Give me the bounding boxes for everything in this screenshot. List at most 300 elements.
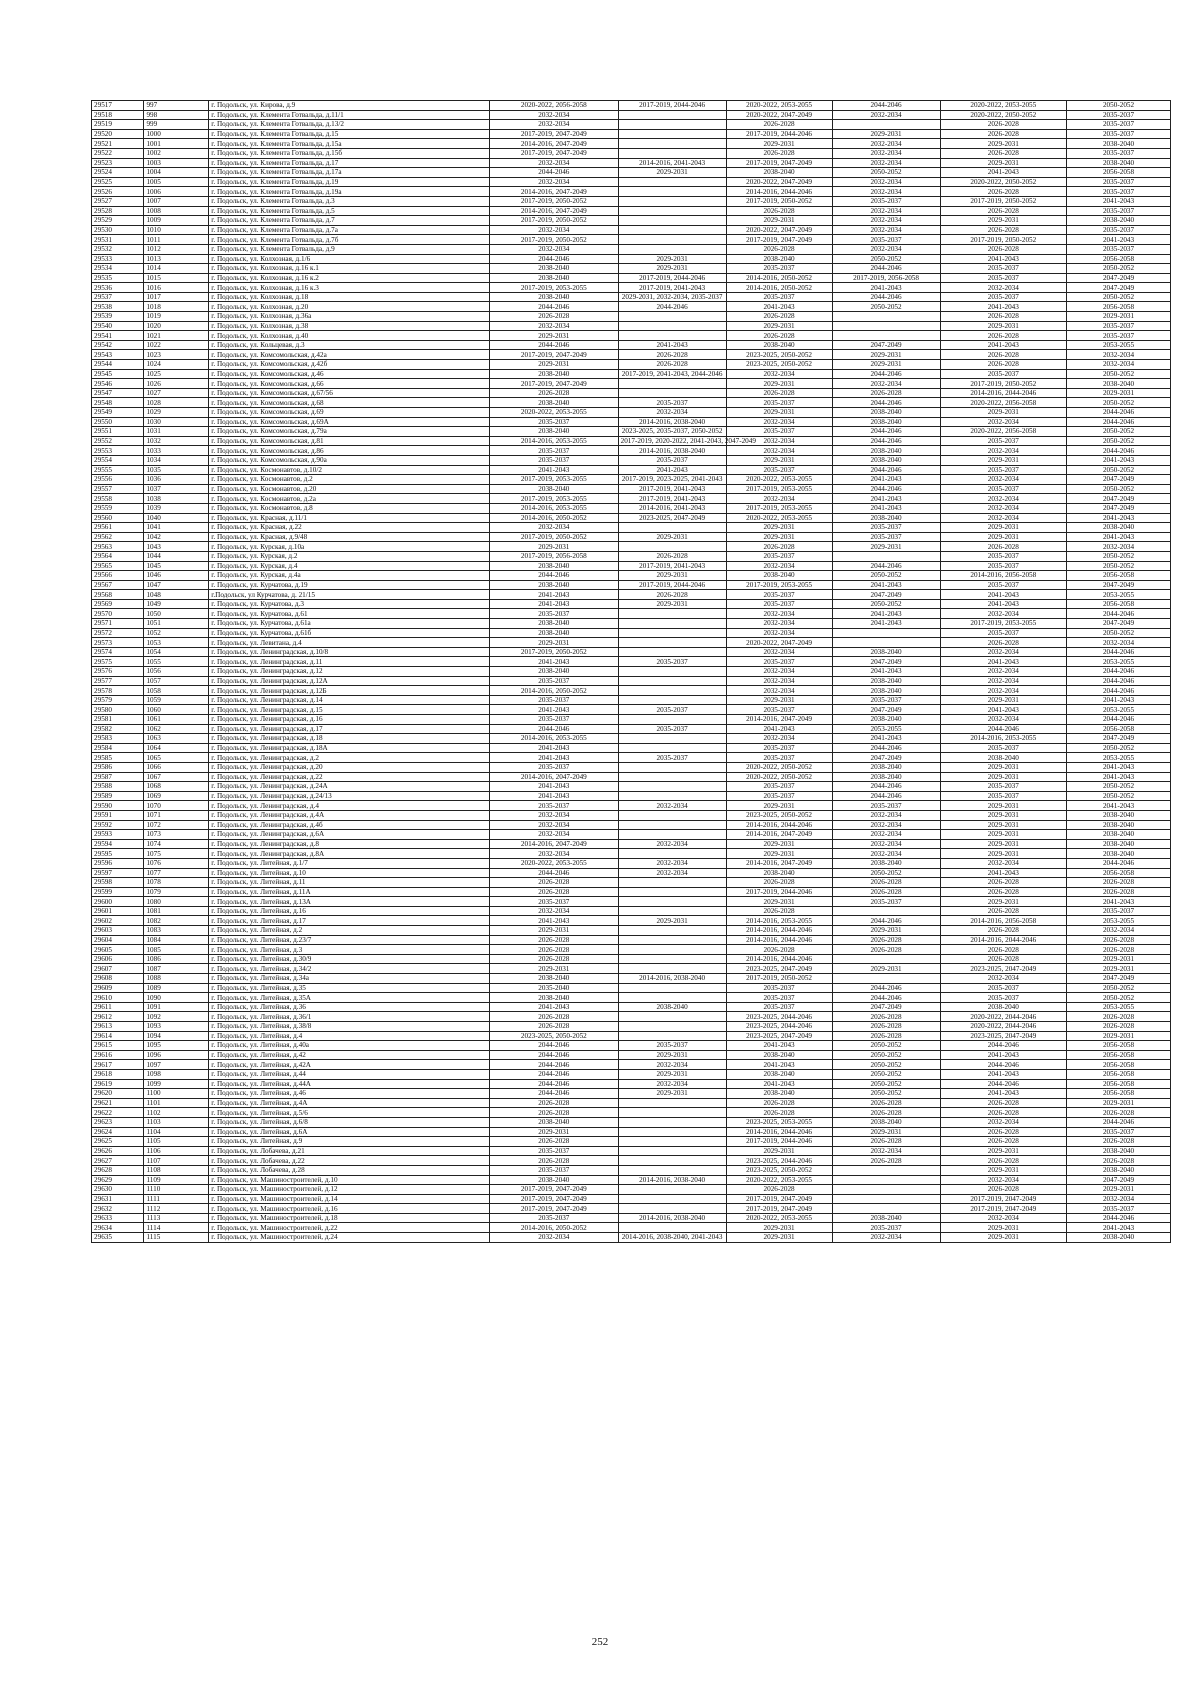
table-row: [92, 935, 1171, 945]
table-cell: 29557: [92, 484, 144, 494]
table-cell: 2044-2046: [940, 1041, 1067, 1051]
table-cell: [618, 734, 726, 744]
table-cell: 2020-2022, 2050-2052: [940, 177, 1067, 187]
table-cell: 2035-2037: [490, 695, 619, 705]
table-cell: г. Подольск, ул. Курчатова, д.61б: [209, 628, 490, 638]
table-cell: 2038-2040: [832, 408, 940, 418]
table-cell: 1027: [144, 388, 209, 398]
table-cell: 2032-2034: [940, 686, 1067, 696]
table-cell: 2035-2037: [490, 446, 619, 456]
table-cell: г. Подольск, ул. Ленинградская, д.17: [209, 724, 490, 734]
table-cell: 2026-2028: [490, 954, 619, 964]
table-cell: 2041-2043: [940, 340, 1067, 350]
table-cell: г.Подольск, ул Курчатова, д. 21/15: [209, 590, 490, 600]
table-row: [92, 897, 1171, 907]
table-cell: 1032: [144, 436, 209, 446]
table-cell: 2044-2046: [490, 302, 619, 312]
table-cell: 2026-2028: [832, 935, 940, 945]
table-cell: 2032-2034: [490, 906, 619, 916]
table-cell: г. Подольск, ул. Ленинградская, д.8: [209, 839, 490, 849]
table-cell: 29577: [92, 676, 144, 686]
table-cell: 2017-2019, 2041-2043, 2044-2046: [618, 369, 726, 379]
table-cell: г. Подольск, ул. Ленинградская, д.18: [209, 734, 490, 744]
table-cell: 29551: [92, 427, 144, 437]
table-row: [92, 762, 1171, 772]
table-cell: 2026-2028: [832, 1022, 940, 1032]
table-row: [92, 455, 1171, 465]
table-row: [92, 1012, 1171, 1022]
table-cell: г. Подольск, ул. Клемента Готвальда, д.15: [209, 129, 490, 139]
table-cell: г. Подольск, ул. Клемента Готвальда, д.15а: [209, 139, 490, 149]
table-cell: [618, 647, 726, 657]
table-row: [92, 523, 1171, 533]
table-cell: 2020-2022, 2047-2049: [726, 110, 832, 120]
table-row: [92, 331, 1171, 341]
table-cell: 2029-2031: [940, 849, 1067, 859]
table-cell: 2020-2022, 2044-2046: [940, 1012, 1067, 1022]
table-cell: 2017-2019, 2044-2046: [726, 129, 832, 139]
table-row: [92, 1069, 1171, 1079]
table-cell: 2050-2052: [1067, 993, 1171, 1003]
table-cell: 2029-2031: [832, 350, 940, 360]
table-cell: 2035-2037: [940, 580, 1067, 590]
table-cell: 1066: [144, 762, 209, 772]
table-cell: [618, 542, 726, 552]
table-cell: [618, 110, 726, 120]
table-row: [92, 772, 1171, 782]
table-cell: 29600: [92, 897, 144, 907]
table-cell: 2026-2028: [832, 878, 940, 888]
table-cell: 2038-2040: [490, 398, 619, 408]
table-cell: г. Подольск, ул. Ленинградская, д.6А: [209, 830, 490, 840]
table-cell: 29559: [92, 503, 144, 513]
table-cell: 2026-2028: [940, 1156, 1067, 1166]
table-cell: 2041-2043: [490, 791, 619, 801]
table-cell: 2041-2043: [490, 782, 619, 792]
table-cell: 2035-2040: [490, 983, 619, 993]
table-cell: 2044-2046: [832, 743, 940, 753]
table-cell: 2038-2040: [490, 974, 619, 984]
table-cell: 29617: [92, 1060, 144, 1070]
table-row: [92, 120, 1171, 130]
table-cell: 1078: [144, 878, 209, 888]
table-cell: 2041-2043: [832, 503, 940, 513]
table-cell: 2041-2043: [490, 657, 619, 667]
table-row: [92, 1041, 1171, 1051]
table-cell: 2035-2037: [832, 523, 940, 533]
table-cell: 2044-2046: [1067, 676, 1171, 686]
table-row: [92, 1098, 1171, 1108]
table-cell: 2029-2031: [618, 599, 726, 609]
table-cell: 2026-2028: [940, 1098, 1067, 1108]
table-cell: 2014-2016, 2038-2040: [618, 974, 726, 984]
table-cell: 1098: [144, 1069, 209, 1079]
table-cell: г. Подольск, ул. Литейная, д.11: [209, 878, 490, 888]
table-cell: [618, 312, 726, 322]
table-cell: 1004: [144, 168, 209, 178]
table-cell: 2026-2028: [940, 1137, 1067, 1147]
table-cell: 2041-2043: [940, 599, 1067, 609]
table-cell: 29532: [92, 244, 144, 254]
table-row: [92, 743, 1171, 753]
table-cell: [832, 974, 940, 984]
table-cell: 2017-2019, 2053-2055: [726, 484, 832, 494]
table-cell: 2026-2028: [726, 120, 832, 130]
table-cell: 29626: [92, 1146, 144, 1156]
table-cell: 2041-2043: [1067, 513, 1171, 523]
table-cell: г. Подольск, ул. Литейная, д.44: [209, 1069, 490, 1079]
table-cell: 2014-2016, 2038-2040, 2041-2043: [618, 1233, 726, 1243]
table-cell: 2029-2031: [726, 839, 832, 849]
table-cell: 2017-2019, 2050-2052: [490, 532, 619, 542]
table-cell: [618, 1031, 726, 1041]
table-cell: 2050-2052: [832, 1050, 940, 1060]
table-cell: 29568: [92, 590, 144, 600]
table-cell: 2026-2028: [1067, 1108, 1171, 1118]
table-cell: 29566: [92, 571, 144, 581]
table-cell: 2029-2031: [1067, 312, 1171, 322]
table-cell: 1037: [144, 484, 209, 494]
table-cell: 1041: [144, 523, 209, 533]
table-cell: 2041-2043: [832, 475, 940, 485]
table-cell: [618, 715, 726, 725]
table-cell: 2035-2037: [726, 782, 832, 792]
table-cell: 2035-2037: [940, 264, 1067, 274]
table-row: [92, 225, 1171, 235]
table-cell: 2038-2040: [490, 369, 619, 379]
table-cell: 2032-2034: [940, 676, 1067, 686]
table-row: [92, 484, 1171, 494]
table-cell: 1108: [144, 1165, 209, 1175]
table-cell: [618, 772, 726, 782]
table-cell: г. Подольск, ул. Колхозная, д.16 к.2: [209, 273, 490, 283]
table-cell: 2026-2028: [490, 935, 619, 945]
table-cell: 2056-2058: [1067, 1060, 1171, 1070]
table-cell: [618, 897, 726, 907]
table-cell: 29611: [92, 1002, 144, 1012]
table-cell: 2032-2034: [490, 110, 619, 120]
table-cell: 2044-2046: [490, 868, 619, 878]
table-row: [92, 638, 1171, 648]
table-cell: 2050-2052: [1067, 484, 1171, 494]
table-cell: 2035-2037: [940, 628, 1067, 638]
table-cell: 1076: [144, 858, 209, 868]
table-cell: 2014-2016, 2038-2040: [618, 1213, 726, 1223]
table-cell: 2029-2031: [940, 772, 1067, 782]
table-cell: г. Подольск, ул. Литейная, д.6А: [209, 1127, 490, 1137]
table-cell: 29527: [92, 196, 144, 206]
table-cell: 1033: [144, 446, 209, 456]
table-cell: 2020-2022, 2053-2055: [726, 475, 832, 485]
table-cell: 2035-2037: [832, 532, 940, 542]
table-cell: 29517: [92, 101, 144, 111]
table-cell: 2014-2016, 2044-2046: [726, 1127, 832, 1137]
table-cell: 2017-2019, 2050-2052: [726, 974, 832, 984]
table-cell: 1056: [144, 667, 209, 677]
table-cell: 2026-2028: [726, 1098, 832, 1108]
table-cell: [618, 1137, 726, 1147]
table-cell: 2032-2034: [940, 974, 1067, 984]
table-cell: 1071: [144, 810, 209, 820]
table-cell: 2032-2034: [490, 830, 619, 840]
table-cell: 2044-2046: [490, 168, 619, 178]
table-cell: г. Подольск, ул. Колхозная, д.16 к.3: [209, 283, 490, 293]
table-cell: 2032-2034: [490, 849, 619, 859]
table-row: [92, 129, 1171, 139]
table-cell: 2035-2037: [726, 398, 832, 408]
table-row: [92, 398, 1171, 408]
table-cell: 2035-2037: [726, 993, 832, 1003]
table-cell: 2017-2019, 2047-2049: [490, 1194, 619, 1204]
table-cell: 1021: [144, 331, 209, 341]
table-cell: 2035-2037: [490, 715, 619, 725]
table-cell: 2017-2019, 2053-2055: [726, 580, 832, 590]
table-row: [92, 667, 1171, 677]
table-cell: 29549: [92, 408, 144, 418]
table-cell: 2047-2049: [832, 340, 940, 350]
table-cell: г. Подольск, ул. Литейная, д.17: [209, 916, 490, 926]
table-cell: 2038-2040: [832, 647, 940, 657]
table-cell: 2026-2028: [940, 350, 1067, 360]
table-cell: 2044-2046: [832, 369, 940, 379]
table-cell: 2017-2019, 2047-2049: [726, 1204, 832, 1214]
table-cell: [618, 1156, 726, 1166]
table-cell: 2029-2031: [1067, 1185, 1171, 1195]
table-cell: [618, 1165, 726, 1175]
table-cell: [832, 331, 940, 341]
table-cell: 1072: [144, 820, 209, 830]
table-cell: 1100: [144, 1089, 209, 1099]
table-cell: 2026-2028: [490, 887, 619, 897]
table-row: [92, 350, 1171, 360]
table-cell: 2038-2040: [832, 1117, 940, 1127]
table-cell: 2035-2037: [726, 264, 832, 274]
table-cell: 2029-2031: [940, 820, 1067, 830]
table-cell: г. Подольск, ул. Космонавтов, д.8: [209, 503, 490, 513]
table-row: [92, 292, 1171, 302]
table-cell: 2038-2040: [726, 1089, 832, 1099]
table-cell: 1020: [144, 321, 209, 331]
table-cell: 2050-2052: [832, 302, 940, 312]
table-cell: 2026-2028: [832, 388, 940, 398]
table-cell: 2032-2034: [940, 1175, 1067, 1185]
table-cell: 2044-2046: [1067, 417, 1171, 427]
table-cell: 29633: [92, 1213, 144, 1223]
register-table-container: [91, 100, 1171, 1243]
table-cell: г. Подольск, ул. Клемента Готвальда, д.5: [209, 206, 490, 216]
table-row: [92, 494, 1171, 504]
table-cell: 2038-2040: [1067, 839, 1171, 849]
table-cell: г. Подольск, ул. Ленинградская, д.24/13: [209, 791, 490, 801]
table-cell: г. Подольск, ул. Курчатова, д.19: [209, 580, 490, 590]
table-cell: 2038-2040: [1067, 830, 1171, 840]
table-cell: 2050-2052: [1067, 264, 1171, 274]
table-cell: 2044-2046: [832, 484, 940, 494]
table-cell: 2047-2049: [832, 657, 940, 667]
table-cell: 1040: [144, 513, 209, 523]
table-cell: 2029-2031: [726, 408, 832, 418]
table-cell: 2035-2037: [832, 235, 940, 245]
table-cell: 29587: [92, 772, 144, 782]
table-cell: 29598: [92, 878, 144, 888]
table-cell: 2029-2031: [490, 926, 619, 936]
table-cell: г. Подольск, ул. Машиностроителей, д.10: [209, 1175, 490, 1185]
table-cell: 29597: [92, 868, 144, 878]
table-cell: 29588: [92, 782, 144, 792]
table-cell: [618, 782, 726, 792]
table-cell: 2029-2031: [940, 801, 1067, 811]
table-cell: 2035-2037: [1067, 321, 1171, 331]
table-cell: 2026-2028: [1067, 1156, 1171, 1166]
table-cell: 2050-2052: [832, 254, 940, 264]
table-cell: 1074: [144, 839, 209, 849]
table-cell: 29589: [92, 791, 144, 801]
table-cell: 29563: [92, 542, 144, 552]
table-cell: г. Подольск, ул. Литейная, д.6/8: [209, 1117, 490, 1127]
table-cell: 29543: [92, 350, 144, 360]
table-cell: 2047-2049: [832, 1002, 940, 1012]
table-row: [92, 580, 1171, 590]
table-cell: 29574: [92, 647, 144, 657]
table-row: [92, 465, 1171, 475]
table-cell: 29525: [92, 177, 144, 187]
table-cell: г. Подольск, ул. Космонавтов, д.2: [209, 475, 490, 485]
table-cell: 2017-2019, 2044-2046: [618, 273, 726, 283]
table-cell: 2029-2031: [618, 264, 726, 274]
table-cell: г. Подольск, ул. Литейная, д.44А: [209, 1079, 490, 1089]
table-cell: 2056-2058: [1067, 1050, 1171, 1060]
table-cell: [618, 225, 726, 235]
table-cell: 2050-2052: [832, 1069, 940, 1079]
table-cell: 2020-2022, 2056-2058: [940, 398, 1067, 408]
table-cell: 1029: [144, 408, 209, 418]
table-cell: 2041-2043: [940, 590, 1067, 600]
table-cell: 29594: [92, 839, 144, 849]
table-cell: г. Подольск, ул. Литейная, д.4А: [209, 1098, 490, 1108]
table-cell: 2038-2040: [1067, 379, 1171, 389]
table-cell: 2032-2034: [726, 686, 832, 696]
table-cell: 1088: [144, 974, 209, 984]
table-cell: 29604: [92, 935, 144, 945]
table-cell: 2035-2037: [1067, 187, 1171, 197]
table-cell: 1089: [144, 983, 209, 993]
table-cell: 2041-2043: [618, 465, 726, 475]
table-cell: 2035-2037: [726, 657, 832, 667]
table-cell: 2038-2040: [490, 292, 619, 302]
table-cell: 2053-2055: [832, 724, 940, 734]
table-cell: 29562: [92, 532, 144, 542]
table-cell: 2032-2034: [490, 1233, 619, 1243]
table-cell: 2038-2040: [940, 753, 1067, 763]
table-cell: 2032-2034: [832, 810, 940, 820]
table-cell: 2044-2046: [1067, 667, 1171, 677]
table-cell: г. Подольск, ул. Ленинградская, д.4б: [209, 820, 490, 830]
table-cell: 2017-2019, 2047-2049: [490, 129, 619, 139]
table-cell: г. Подольск, ул. Ленинградская, д.2: [209, 753, 490, 763]
table-cell: 2050-2052: [1067, 465, 1171, 475]
table-cell: 2029-2031: [940, 1223, 1067, 1233]
table-cell: 2020-2022, 2056-2058: [940, 427, 1067, 437]
table-cell: г. Подольск, ул. Кирова, д.9: [209, 101, 490, 111]
table-cell: 2044-2046: [940, 1060, 1067, 1070]
table-cell: 2026-2028: [726, 1185, 832, 1195]
table-cell: 2026-2028: [618, 350, 726, 360]
table-cell: 2035-2037: [1067, 1127, 1171, 1137]
table-cell: 2029-2031: [726, 1223, 832, 1233]
table-cell: 2017-2019, 2053-2055: [490, 283, 619, 293]
table-row: [92, 427, 1171, 437]
table-cell: 29606: [92, 954, 144, 964]
table-cell: 2038-2040: [832, 455, 940, 465]
table-cell: [832, 906, 940, 916]
table-cell: 2026-2028: [832, 1031, 940, 1041]
table-cell: 2017-2019, 2053-2055: [726, 503, 832, 513]
table-cell: 2029-2031: [618, 168, 726, 178]
table-cell: 2041-2043: [832, 580, 940, 590]
table-row: [92, 945, 1171, 955]
table-cell: 2041-2043: [726, 1041, 832, 1051]
table-cell: г. Подольск, ул. Колхозная, д.40: [209, 331, 490, 341]
table-cell: 29553: [92, 446, 144, 456]
table-row: [92, 599, 1171, 609]
table-cell: 29595: [92, 849, 144, 859]
table-cell: 1102: [144, 1108, 209, 1118]
table-cell: 2032-2034: [490, 244, 619, 254]
table-row: [92, 830, 1171, 840]
table-row: [92, 1079, 1171, 1089]
table-cell: г. Подольск, ул. Лобачева, д.21: [209, 1146, 490, 1156]
table-cell: [618, 1204, 726, 1214]
table-cell: 2032-2034: [940, 647, 1067, 657]
table-cell: г. Подольск, ул. Ленинградская, д.10/8: [209, 647, 490, 657]
table-cell: 2032-2034: [726, 667, 832, 677]
table-cell: 1031: [144, 427, 209, 437]
table-cell: 2035-2037: [940, 436, 1067, 446]
table-cell: 29632: [92, 1204, 144, 1214]
table-cell: 2041-2043: [832, 734, 940, 744]
table-cell: 2014-2016, 2056-2058: [940, 571, 1067, 581]
table-cell: 2029-2031: [726, 139, 832, 149]
table-cell: 2032-2034: [940, 494, 1067, 504]
table-cell: 2044-2046: [832, 983, 940, 993]
table-row: [92, 724, 1171, 734]
table-cell: 2032-2034: [1067, 1194, 1171, 1204]
table-row: [92, 139, 1171, 149]
table-cell: 2032-2034: [618, 1079, 726, 1089]
table-cell: [832, 1185, 940, 1195]
table-row: [92, 542, 1171, 552]
table-cell: [618, 676, 726, 686]
table-cell: 2038-2040: [832, 676, 940, 686]
table-cell: 2029-2031: [726, 523, 832, 533]
table-cell: 29526: [92, 187, 144, 197]
table-row: [92, 1022, 1171, 1032]
table-cell: 2041-2043: [490, 743, 619, 753]
table-cell: [618, 667, 726, 677]
table-cell: 29537: [92, 292, 144, 302]
table-cell: 29546: [92, 379, 144, 389]
table-cell: 2038-2040: [490, 484, 619, 494]
table-cell: 29631: [92, 1194, 144, 1204]
table-cell: 2050-2052: [1067, 427, 1171, 437]
table-cell: 2047-2049: [1067, 734, 1171, 744]
table-row: [92, 657, 1171, 667]
table-cell: 2014-2016, 2044-2046: [726, 820, 832, 830]
table-cell: 2026-2028: [940, 187, 1067, 197]
table-cell: 2038-2040: [1067, 139, 1171, 149]
table-cell: 1010: [144, 225, 209, 235]
table-cell: 29523: [92, 158, 144, 168]
